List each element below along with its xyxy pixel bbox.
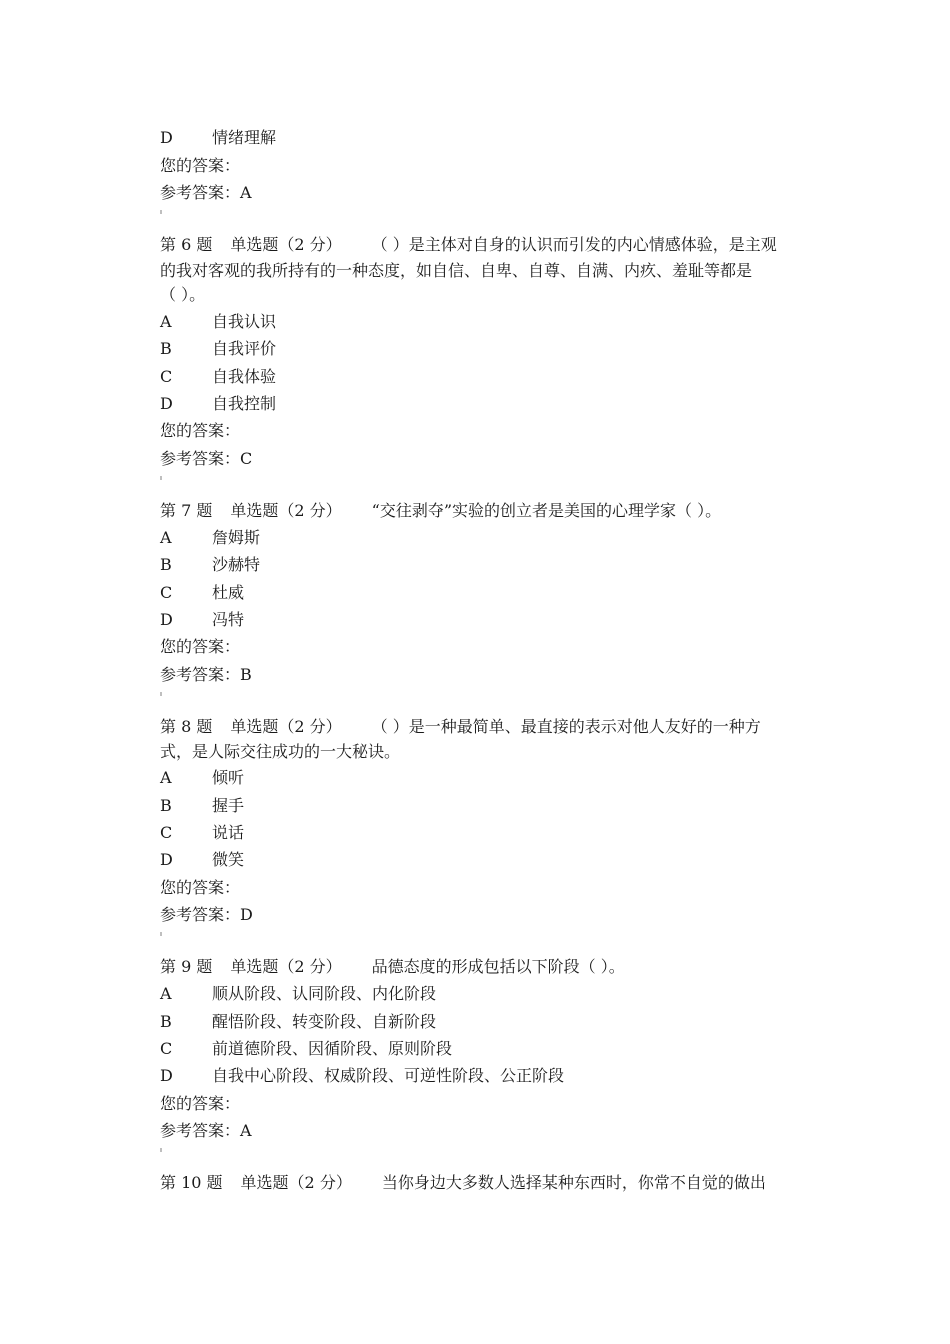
q6-your-answer: 您的答案：	[160, 421, 241, 440]
option-text: 詹姆斯	[212, 528, 261, 547]
q8-ref-answer: 参考答案：D	[160, 905, 253, 924]
question-number: 第 9 题	[160, 957, 213, 976]
option-letter: D	[160, 610, 173, 629]
q5-your-answer: 您的答案：	[160, 156, 241, 175]
q7-option-a	[160, 528, 260, 548]
option-letter: C	[160, 823, 173, 842]
option-letter: B	[160, 1012, 172, 1031]
question-type: 单选题（2 分）	[230, 235, 342, 254]
question-number: 第 8 题	[160, 717, 213, 736]
q9-option-d	[160, 1066, 564, 1086]
option-letter: B	[160, 796, 172, 815]
q7-option-c	[160, 583, 244, 603]
question-type: 单选题（2 分）	[230, 957, 342, 976]
q7-option-d	[160, 610, 244, 630]
option-letter: C	[160, 367, 173, 386]
option-text: 握手	[212, 796, 245, 815]
option-letter: D	[160, 1066, 173, 1085]
option-text: 自我控制	[212, 394, 277, 413]
option-letter: C	[160, 1039, 173, 1058]
paragraph-mark	[160, 476, 162, 480]
option-text: 倾听	[212, 768, 245, 787]
question-stem: （ ）是一种最简单、最直接的表示对他人友好的一种方	[371, 717, 761, 736]
option-text: 冯特	[212, 610, 245, 629]
q6-option-a	[160, 312, 276, 332]
option-letter: A	[160, 312, 172, 331]
question-stem: “交往剥夺”实验的创立者是美国的心理学家（ ）。	[371, 501, 722, 520]
q7-ref-answer: 参考答案：B	[160, 665, 252, 684]
paragraph-mark	[160, 932, 162, 936]
option-letter: A	[160, 768, 172, 787]
q8-header	[160, 717, 761, 737]
option-text: 说话	[212, 823, 245, 842]
question-type: 单选题（2 分）	[230, 501, 342, 520]
q7-header	[160, 501, 721, 521]
q9-option-a	[160, 984, 436, 1004]
option-text: 自我认识	[212, 312, 277, 331]
question-stem: 品德态度的形成包括以下阶段（ ）。	[371, 957, 625, 976]
question-number: 第 10 题	[160, 1173, 223, 1192]
q6-stem-line-2: 的我对客观的我所持有的一种态度，如自信、自卑、自尊、自满、内疚、羞耻等都是	[160, 261, 753, 280]
option-letter: D	[160, 850, 173, 869]
question-stem: （ ）是主体对自身的认识而引发的内心情感体验，是主观	[371, 235, 777, 254]
question-number: 第 6 题	[160, 235, 213, 254]
paragraph-mark	[160, 692, 162, 696]
q8-stem-line-2: 式，是人际交往成功的一大秘诀。	[160, 742, 401, 761]
question-type: 单选题（2 分）	[230, 717, 342, 736]
option-text: 情绪理解	[212, 128, 277, 147]
option-text: 沙赫特	[212, 555, 261, 574]
option-letter: B	[160, 555, 172, 574]
q9-header	[160, 957, 625, 977]
option-text: 前道德阶段、因循阶段、原则阶段	[212, 1039, 453, 1058]
q9-your-answer: 您的答案：	[160, 1094, 241, 1113]
option-text: 醒悟阶段、转变阶段、自新阶段	[212, 1012, 437, 1031]
option-text: 微笑	[212, 850, 245, 869]
q6-option-b	[160, 339, 276, 359]
q9-option-b	[160, 1012, 436, 1032]
question-number: 第 7 题	[160, 501, 213, 520]
q5-option-d	[160, 128, 276, 148]
option-letter: D	[160, 128, 173, 147]
q7-your-answer: 您的答案：	[160, 637, 241, 656]
q7-option-b	[160, 555, 260, 575]
q5-ref-answer: 参考答案：A	[160, 183, 252, 202]
question-type: 单选题（2 分）	[240, 1173, 352, 1192]
question-stem: 当你身边大多数人选择某种东西时，你常不自觉的做出	[381, 1173, 766, 1192]
q8-option-d	[160, 850, 244, 870]
q6-stem-line-3: （ ）。	[160, 285, 206, 304]
option-letter: A	[160, 984, 172, 1003]
q6-header	[160, 235, 777, 255]
option-text: 杜威	[212, 583, 245, 602]
q9-option-c	[160, 1039, 452, 1059]
option-text: 自我中心阶段、权威阶段、可逆性阶段、公正阶段	[212, 1066, 565, 1085]
q8-option-a	[160, 768, 244, 788]
paragraph-mark	[160, 210, 162, 214]
q8-your-answer: 您的答案：	[160, 878, 241, 897]
option-letter: A	[160, 528, 172, 547]
q8-option-c	[160, 823, 244, 843]
q8-option-b	[160, 796, 244, 816]
option-letter: B	[160, 339, 172, 358]
option-text: 自我评价	[212, 339, 277, 358]
q6-option-c	[160, 367, 276, 387]
option-letter: D	[160, 394, 173, 413]
option-letter: C	[160, 583, 173, 602]
option-text: 顺从阶段、认同阶段、内化阶段	[212, 984, 437, 1003]
q6-option-d	[160, 394, 276, 414]
q9-ref-answer: 参考答案：A	[160, 1121, 252, 1140]
option-text: 自我体验	[212, 367, 277, 386]
paragraph-mark	[160, 1148, 162, 1152]
q10-header	[160, 1173, 766, 1193]
q6-ref-answer: 参考答案：C	[160, 449, 253, 468]
